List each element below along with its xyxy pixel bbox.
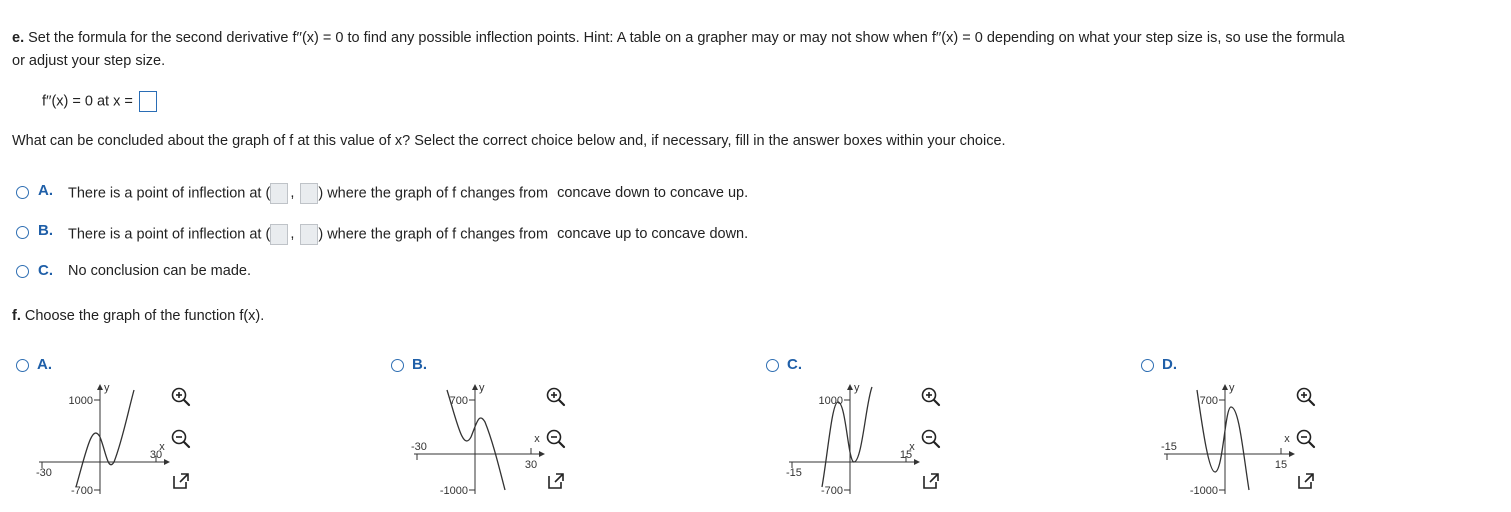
- x-max-label: 15: [899, 449, 913, 461]
- choice-b-comma: ,: [290, 226, 295, 243]
- choice-a-letter-text: A.: [38, 182, 53, 199]
- x-min-label: -30: [411, 441, 427, 453]
- part-e-text-continued: or adjust your step size.: [12, 53, 166, 69]
- choice-b: [68, 224, 748, 245]
- graph-thumbnail[interactable]: [784, 382, 934, 500]
- open-new-window-icon[interactable]: [544, 470, 568, 492]
- y-min-label: -1000: [439, 485, 468, 497]
- x-answer-box[interactable]: [139, 91, 157, 112]
- zoom-in-icon[interactable]: [1294, 386, 1318, 408]
- choice-a-x-box[interactable]: [270, 183, 288, 204]
- part-e-label: e.: [12, 30, 25, 46]
- graph-option-letter: D.: [1162, 356, 1177, 373]
- choice-b-pre: There is a point of inflection at (: [68, 226, 271, 243]
- y-min-label: -700: [70, 485, 93, 497]
- choice-b-letter: [38, 222, 53, 239]
- choice-a-letter: [38, 182, 53, 199]
- choice-b-post: ) where the graph of f changes from: [318, 226, 549, 243]
- zoom-out-icon[interactable]: [169, 428, 193, 450]
- part-f-label: f.: [12, 308, 21, 324]
- choice-a-radio[interactable]: [16, 186, 29, 199]
- graph-option-radio[interactable]: [1141, 359, 1154, 372]
- choice-b-x-box[interactable]: [270, 224, 288, 245]
- choice-b-y-box[interactable]: [300, 224, 318, 245]
- zoom-in-icon[interactable]: [919, 386, 943, 408]
- graph-option-letter: B.: [412, 356, 427, 373]
- y-max-label: 1000: [818, 395, 843, 407]
- choice-a-y-box[interactable]: [300, 183, 318, 204]
- open-new-window-icon[interactable]: [919, 470, 943, 492]
- y-min-label: -700: [820, 485, 843, 497]
- graph-option-letter: C.: [787, 356, 802, 373]
- y-axis-arrow: [97, 384, 103, 390]
- x-axis-label: x: [159, 441, 165, 453]
- x-axis-label: x: [534, 433, 540, 445]
- y-axis-label: y: [104, 382, 110, 394]
- graph-option-radio[interactable]: [766, 359, 779, 372]
- part-e-prompt: [12, 30, 1345, 46]
- x-axis-label: x: [909, 441, 915, 453]
- x-axis-arrow: [539, 451, 545, 457]
- graph-option-radio[interactable]: [391, 359, 404, 372]
- x-min-label: -15: [1161, 441, 1177, 453]
- answer-prefix: f′′(x) = 0 at x =: [42, 93, 133, 110]
- part-f-text: Choose the graph of the function f(x).: [24, 308, 265, 324]
- graph-thumbnail[interactable]: [1159, 382, 1309, 500]
- graph-option-letter: A.: [37, 356, 52, 373]
- x-axis-arrow: [164, 459, 170, 465]
- graph-thumbnail[interactable]: [34, 382, 184, 500]
- x-max-label: 30: [149, 449, 163, 461]
- open-new-window-icon[interactable]: [169, 470, 193, 492]
- y-axis-label: y: [1229, 382, 1235, 394]
- choice-c-letter-text: C.: [38, 262, 53, 279]
- y-max-label: 1000: [68, 395, 93, 407]
- y-max-label: 700: [449, 395, 468, 407]
- choice-b-tail: concave up to concave down.: [557, 226, 749, 243]
- y-max-label: 700: [1199, 395, 1218, 407]
- part-f-prompt: [12, 308, 264, 324]
- choice-c-radio[interactable]: [16, 265, 29, 278]
- part-e-text: Set the formula for the second derivative f′′(x) = 0 to find any possible inflection points. Hint: A table on a grapher may or may not show when f′′(x) = 0 depending on what your step size is, so use the formula: [28, 30, 1345, 46]
- zoom-out-icon[interactable]: [1294, 428, 1318, 450]
- choice-c-text: No conclusion can be made.: [68, 263, 251, 279]
- x-axis-arrow: [1289, 451, 1295, 457]
- y-axis-arrow: [472, 384, 478, 390]
- x-max-label: 30: [524, 459, 538, 471]
- answer-row: [42, 91, 157, 112]
- zoom-in-icon[interactable]: [544, 386, 568, 408]
- zoom-in-icon[interactable]: [169, 386, 193, 408]
- y-min-label: -1000: [1189, 485, 1218, 497]
- open-new-window-icon[interactable]: [1294, 470, 1318, 492]
- x-max-label: 15: [1274, 459, 1288, 471]
- zoom-out-icon[interactable]: [919, 428, 943, 450]
- x-min-label: -15: [786, 467, 802, 479]
- choice-a-pre: There is a point of inflection at (: [68, 185, 271, 202]
- choice-a-comma: ,: [290, 185, 295, 202]
- y-axis-label: y: [854, 382, 860, 394]
- y-axis-arrow: [1222, 384, 1228, 390]
- x-axis-label: x: [1284, 433, 1290, 445]
- question-text: What can be concluded about the graph of f at this value of x? Select the correct choice below and, if necessary, fill in the answer boxes within your choice.: [12, 133, 1006, 149]
- y-axis-label: y: [479, 382, 485, 394]
- choice-a-tail: concave down to concave up.: [557, 185, 749, 202]
- graph-option-radio[interactable]: [16, 359, 29, 372]
- x-min-label: -30: [36, 467, 52, 479]
- x-axis-arrow: [914, 459, 920, 465]
- choice-b-radio[interactable]: [16, 226, 29, 239]
- choice-b-letter-text: B.: [38, 222, 53, 239]
- zoom-out-icon[interactable]: [544, 428, 568, 450]
- graph-thumbnail[interactable]: [409, 382, 559, 500]
- choice-c-letter: [38, 262, 53, 279]
- y-axis-arrow: [847, 384, 853, 390]
- choice-a: [68, 183, 748, 204]
- choice-a-post: ) where the graph of f changes from: [318, 185, 549, 202]
